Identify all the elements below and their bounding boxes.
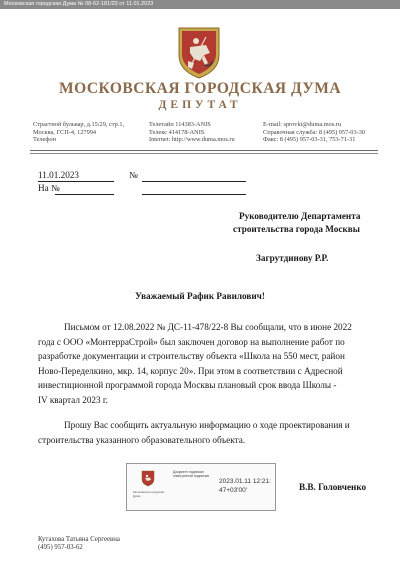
moscow-coat-of-arms-icon — [176, 25, 222, 79]
signer-name: В.В. Головченко — [299, 482, 367, 492]
letterhead-telex — [149, 121, 235, 144]
electronic-signature-stamp — [126, 463, 276, 511]
stamp-text: Документ подписан электронной подписью — [173, 470, 210, 479]
body-paragraph-2 — [38, 418, 372, 447]
telex-line: Телекс 414178-ANIS — [149, 128, 205, 136]
addressee-name: Загрутдинову Р.Р. — [256, 253, 329, 263]
salutation: Уважаемый Рафик Равилович! — [135, 291, 265, 301]
executor-info — [38, 536, 120, 553]
number-underline — [142, 181, 246, 182]
organization-name: МОСКОВСКАЯ ГОРОДСКАЯ ДУМА — [58, 80, 342, 97]
signature-date-line: 2023.01.11 12:21: — [219, 478, 271, 485]
addressee-line-2: строительства города Москвы — [233, 224, 360, 234]
organization-subtitle: ДЕПУТАТ — [158, 99, 242, 111]
body-line: IV квартал 2023 г. — [38, 394, 108, 405]
addressee-line-1: Руководителю Департамента — [239, 211, 361, 221]
signature-time-line: 47+03'00' — [219, 486, 247, 494]
reference-number-label: На № — [38, 183, 60, 193]
body-paragraph-1 — [38, 320, 372, 407]
document-registration-strip — [0, 0, 400, 9]
body-line: Прошу Вас сообщить актуальную информацию о ходе проектирования и — [64, 420, 350, 430]
contact-line: Факс: 8 (495) 957-03-31, 753-71-31 — [263, 136, 356, 144]
letterhead-address — [33, 121, 124, 144]
letterhead-divider-thin — [30, 153, 378, 154]
address-line: Москва, ГСП-4, 127994 — [33, 128, 97, 136]
stamp-caption: Московская городская Дума — [133, 490, 165, 498]
registration-text: Московская городская Дума № 08-62-181/23 от 11.01.2023 — [4, 1, 154, 7]
body-line: строительства указанного образовательного объекта. — [38, 434, 246, 445]
body-line: инвестиционной программой города Москвы плановый срок ввода Школы - — [38, 380, 337, 390]
executor-name: Кутахова Татьяна Сергеевна — [38, 536, 120, 543]
letterhead-contacts — [263, 121, 365, 144]
address-line: Страстной бульвар, д.15/29, стр.1, — [33, 121, 125, 128]
address-line: Телефон — [33, 136, 57, 144]
telex-line: Телетайп 114383-ANIS — [149, 121, 211, 128]
body-line: Письмом от 12.08.2022 № ДС-11-478/22-8 Вы сообщали, что в июне 2022 — [64, 322, 352, 332]
moscow-duma-logo-icon — [141, 470, 155, 487]
reference-underline — [55, 194, 114, 195]
reference-underline-2 — [142, 194, 246, 195]
telex-line: Internet: http://www.duma.mos.ru — [149, 136, 235, 144]
signature-timestamp — [219, 478, 271, 495]
letterhead-divider — [30, 150, 378, 151]
document-date: 11.01.2023 — [38, 170, 80, 180]
body-line: Ново-Переделкино, мкр. 14, корпус 20». При этом в соответствии с Адресной — [38, 365, 343, 376]
executor-phone: (495) 957-03-62 — [38, 544, 83, 552]
document-number-label: № — [129, 170, 138, 180]
contact-line: Справочная служба: 8 (495) 957-03-30 — [263, 128, 365, 136]
body-line: разработке документации и строительству объекта «Школа на 550 мест, район — [38, 351, 345, 361]
body-line: года с ООО «МонтерраСтрой» был заключен договор на выполнение работ по — [38, 336, 345, 347]
contact-line: E-mail: sprovkt@duma.mos.ru — [263, 121, 342, 128]
